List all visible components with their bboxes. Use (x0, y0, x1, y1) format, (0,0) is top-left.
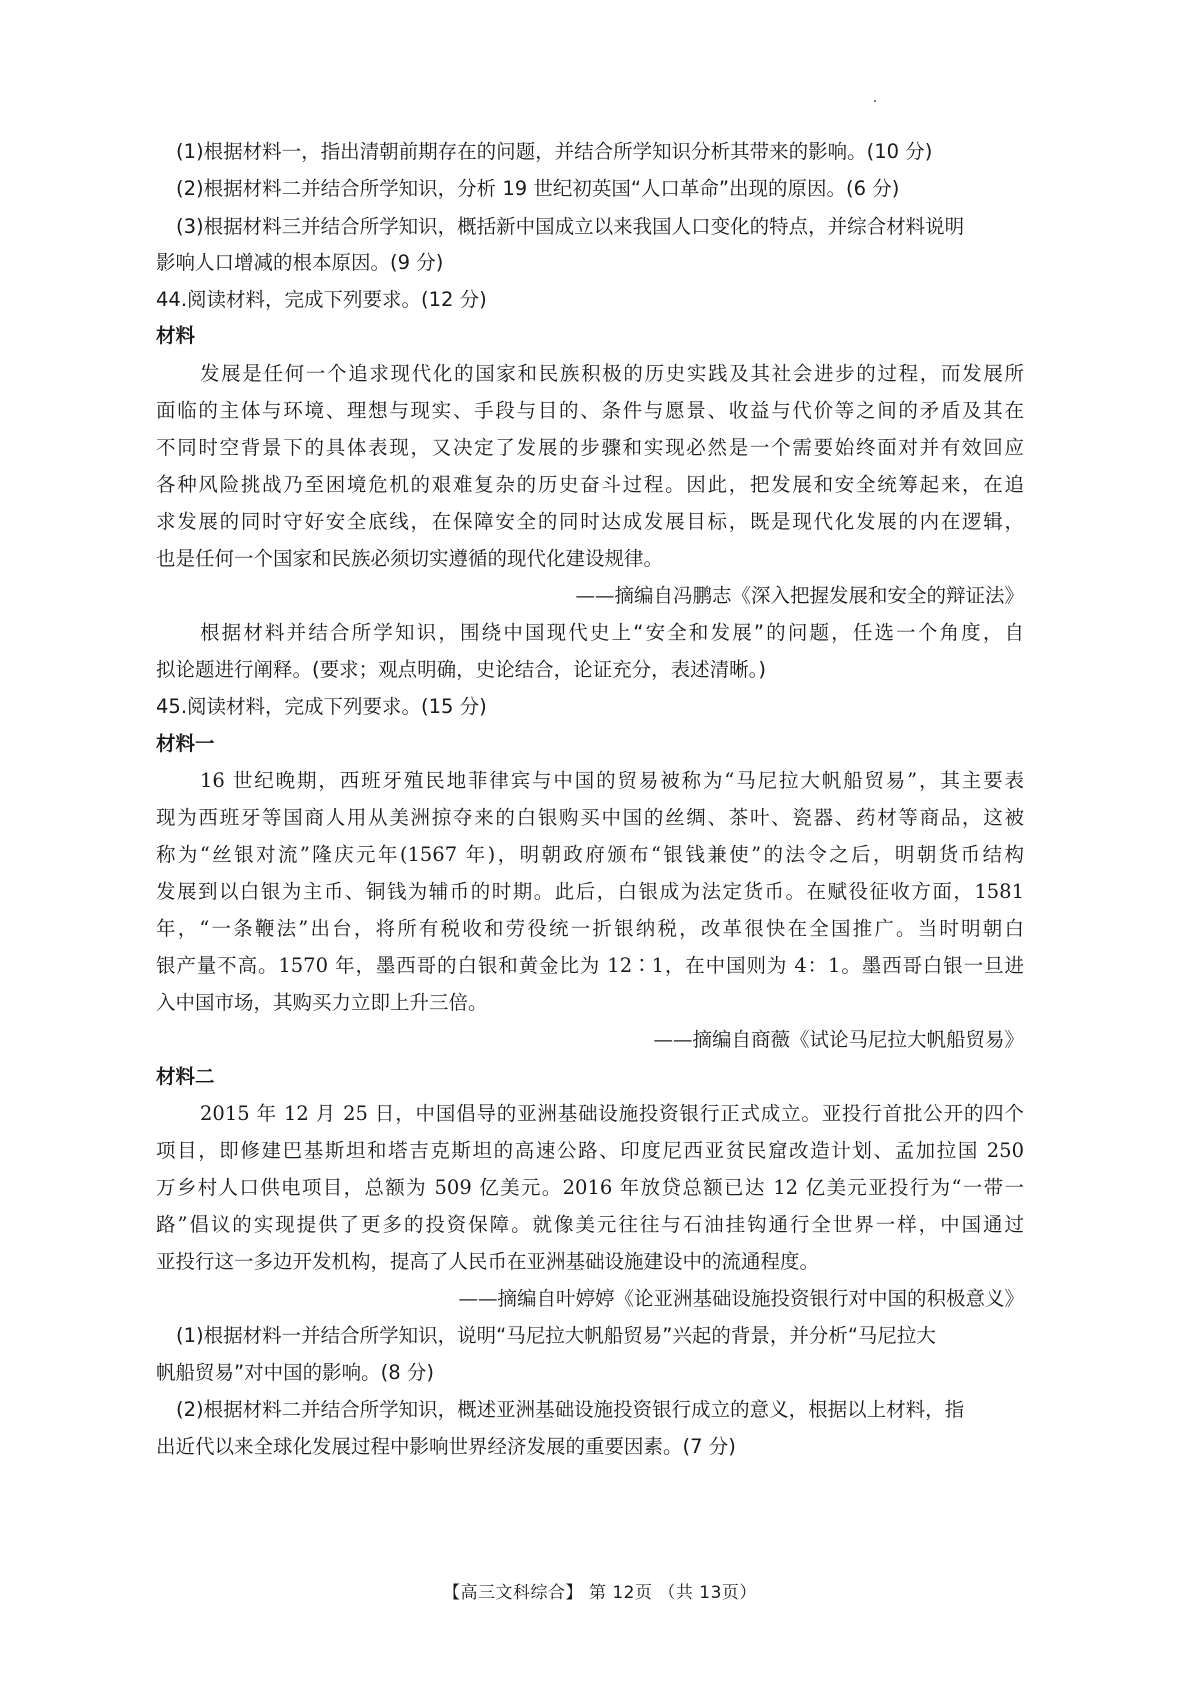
q45-question-2-cont: 出近代以来全球化发展过程中影响世界经济发展的重要因素。(7 分) (156, 1435, 736, 1458)
q45-material2-line: 项目，即修建巴基斯坦和塔吉克斯坦的高速公路、印度尼西亚贫民窟改造计划、孟加拉国 250 (156, 1139, 1024, 1162)
q44-material-line: 求发展的同时守好安全底线，在保障安全的同时达成发展目标，既是现代化发展的内在逻辑， (156, 510, 1024, 533)
q45-material2-line: 亚投行这一多边开发机构，提高了人民币在亚洲基础设施建设中的流通程度。 (156, 1250, 820, 1273)
prev-question-2: (2)根据材料二并结合所学知识，分析 19 世纪初英国“人口革命”出现的原因。(6 分) (176, 177, 900, 200)
q45-material1-line: 称为“丝银对流”隆庆元年(1567 年)，明朝政府颁布“银钱兼使”的法令之后，明朝货币结构 (156, 843, 1024, 866)
q45-question-2: (2)根据材料二并结合所学知识，概述亚洲基础设施投资银行成立的意义，根据以上材料，指 (176, 1398, 965, 1421)
q44-source: ——摘编自冯鹏志《深入把握发展和安全的辩证法》 (575, 584, 1024, 607)
q44-material-line: 不同时空背景下的具体表现，又决定了发展的步骤和实现必然是一个需要始终面对并有效回应 (156, 436, 1024, 459)
page-footer: 【高三文科综合】 第 12页 （共 13页） (443, 1583, 757, 1603)
q45-material2-line: 路”倡议的实现提供了更多的投资保障。就像美元往往与石油挂钩通行全世界一样，中国通过 (156, 1213, 1024, 1236)
prev-question-3-cont: 影响人口增减的根本原因。(9 分) (156, 251, 444, 274)
q45-material2-label: 材料二 (156, 1065, 215, 1088)
q45-source1: ——摘编自商薇《试论马尼拉大帆船贸易》 (653, 1028, 1024, 1051)
prev-question-1: (1)根据材料一，指出清朝前期存在的问题，并结合所学知识分析其带来的影响。(10 分) (176, 140, 933, 163)
q45-question-1: (1)根据材料一并结合所学知识，说明“马尼拉大帆船贸易”兴起的背景，并分析“马尼拉大 (176, 1324, 936, 1347)
q44-task-line: 拟论题进行阐释。(要求；观点明确，史论结合，论证充分，表述清晰。) (156, 658, 766, 681)
q44-material-line: 发展是任何一个追求现代化的国家和民族积极的历史实践及其社会进步的过程，而发展所 (200, 362, 1024, 385)
q44-material-line: 面临的主体与环境、理想与现实、手段与目的、条件与愿景、收益与代价等之间的矛盾及其在 (156, 399, 1024, 422)
q45-question-1-cont: 帆船贸易”对中国的影响。(8 分) (156, 1361, 434, 1384)
scan-speck (874, 100, 876, 102)
q44-material-line: 各种风险挑战乃至困境危机的艰难复杂的历史奋斗过程。因此，把发展和安全统筹起来，在追 (156, 473, 1024, 496)
q45-source2: ——摘编自叶婷婷《论亚洲基础设施投资银行对中国的积极意义》 (458, 1287, 1024, 1310)
q45-material1-label: 材料一 (156, 732, 215, 755)
q45-material1-line: 16 世纪晚期，西班牙殖民地菲律宾与中国的贸易被称为“马尼拉大帆船贸易”，其主要表 (200, 769, 1024, 792)
q45-material1-line: 现为西班牙等国商人用从美洲掠夺来的白银购买中国的丝绸、茶叶、瓷器、药材等商品，这被 (156, 806, 1024, 829)
prev-question-3: (3)根据材料三并结合所学知识，概括新中国成立以来我国人口变化的特点，并综合材料说明 (176, 215, 965, 238)
q45-material1-line: 银产量不高。1570 年，墨西哥的白银和黄金比为 12∶1，在中国则为 4：1。墨西哥白银一旦进 (156, 954, 1024, 977)
q45-header: 45.阅读材料，完成下列要求。(15 分) (156, 695, 487, 718)
q44-material-label: 材料 (156, 324, 196, 347)
q45-material1-line: 发展到以白银为主币、铜钱为辅币的时期。此后，白银成为法定货币。在赋役征收方面，1581 (156, 880, 1024, 903)
q45-material2-line: 万乡村人口供电项目，总额为 509 亿美元。2016 年放贷总额已达 12 亿美元亚投行为“一带一 (156, 1176, 1024, 1199)
q45-material1-line: 年，“一条鞭法”出台，将所有税收和劳役统一折银纳税，改革很快在全国推广。当时明朝白 (156, 917, 1024, 940)
q45-material2-line: 2015 年 12 月 25 日，中国倡导的亚洲基础设施投资银行正式成立。亚投行首批公开的四个 (200, 1102, 1024, 1125)
q44-task-line: 根据材料并结合所学知识，围绕中国现代史上“安全和发展”的问题，任选一个角度，自 (200, 621, 1024, 644)
q45-material1-line: 入中国市场，其购买力立即上升三倍。 (156, 991, 488, 1014)
q44-header: 44.阅读材料，完成下列要求。(12 分) (156, 288, 487, 311)
q44-material-line: 也是任何一个国家和民族必须切实遵循的现代化建设规律。 (156, 547, 664, 570)
